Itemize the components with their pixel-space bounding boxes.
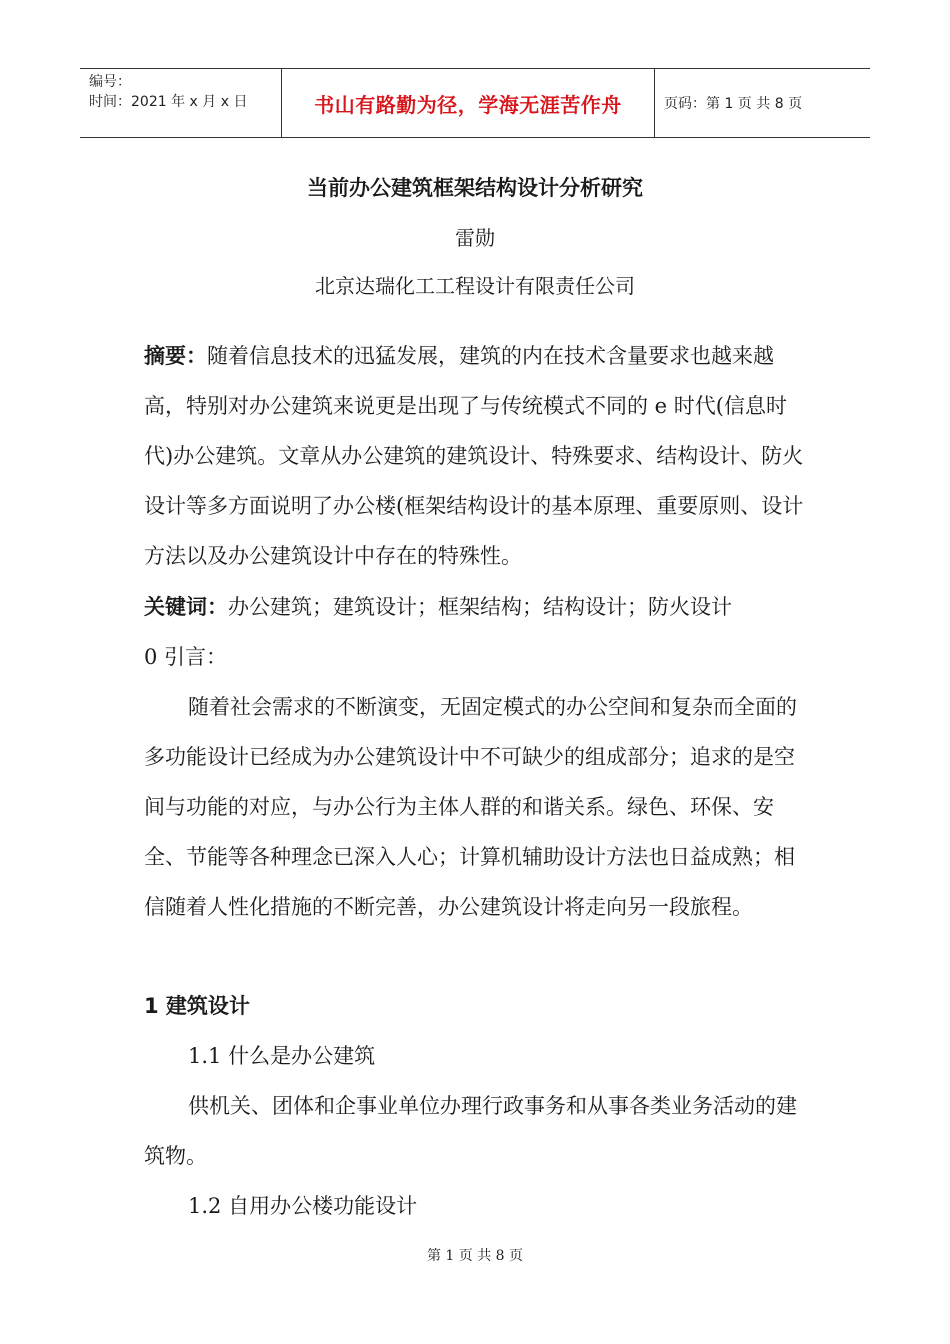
header-page-info: 页码：第 1 页 共 8 页 [664,96,803,112]
page-header [80,68,870,138]
abstract-block [144,331,808,581]
keywords-block [144,582,808,632]
section-1-heading: 1 建筑设计 [144,994,250,1018]
document-author: 雷勋 [455,226,495,250]
intro-heading-block [144,632,808,682]
keywords-label: 关键词： [144,595,228,619]
header-meta-cell [80,69,281,137]
section-1-1-paragraph: 供机关、团体和企事业单位办理行政事务和从事各类业务活动的建筑物。 [144,1094,797,1168]
abstract-paragraph [144,331,808,581]
document-title: 当前办公建筑框架结构设计分析研究 [307,176,643,200]
intro-block [144,682,808,932]
document-number-label: 编号： [89,74,131,90]
header-motto-cell [281,69,655,137]
section-1-1-heading-block [144,1031,808,1081]
section-1-1-body-block [144,1081,808,1181]
header-motto: 书山有路勤为径，学海无涯苦作舟 [314,92,622,117]
document-organization: 北京达瑞化工工程设计有限责任公司 [315,274,635,298]
intro-paragraph: 随着社会需求的不断演变，无固定模式的办公空间和复杂而全面的多功能设计已经成为办公建筑设计中不可缺少的组成部分；追求的是空间与功能的对应，与办公行为主体人群的和谐关系。绿色、环保、安全、节能等各种理念已深入人心；计算机辅助设计方法也日益成熟；相信随着人性化措施的不断完善，办公建筑设计将走向另一段旅程。 [144,695,797,919]
keywords-text: 办公建筑；建筑设计；框架结构；结构设计；防火设计 [228,595,732,619]
document-time-label: 时间：2021 年 x 月 x 日 [89,94,248,110]
section-1-heading-block [144,981,808,1031]
abstract-label: 摘要： [144,344,207,368]
section-1-1-heading: 1.1 什么是办公建筑 [188,1044,376,1068]
section-1-2-heading: 1.2 自用办公楼功能设计 [188,1194,418,1218]
section-1-2-heading-block [144,1181,808,1231]
keywords-paragraph [144,582,808,632]
page-footer: 第 1 页 共 8 页 [426,1248,524,1264]
intro-heading: 0 引言： [144,645,228,669]
abstract-text: 随着信息技术的迅猛发展，建筑的内在技术含量要求也越来越高，特别对办公建筑来说更是出现了与传统模式不同的 e 时代(信息时代)办公建筑。文章从办公建筑的建筑设计、特殊要求、结构设计、防火设计等多方面说明了办公楼(框架结构设计的基本原理、重要原则、设计方法以及办公建筑设计中存在的特殊性。 [144,344,804,568]
